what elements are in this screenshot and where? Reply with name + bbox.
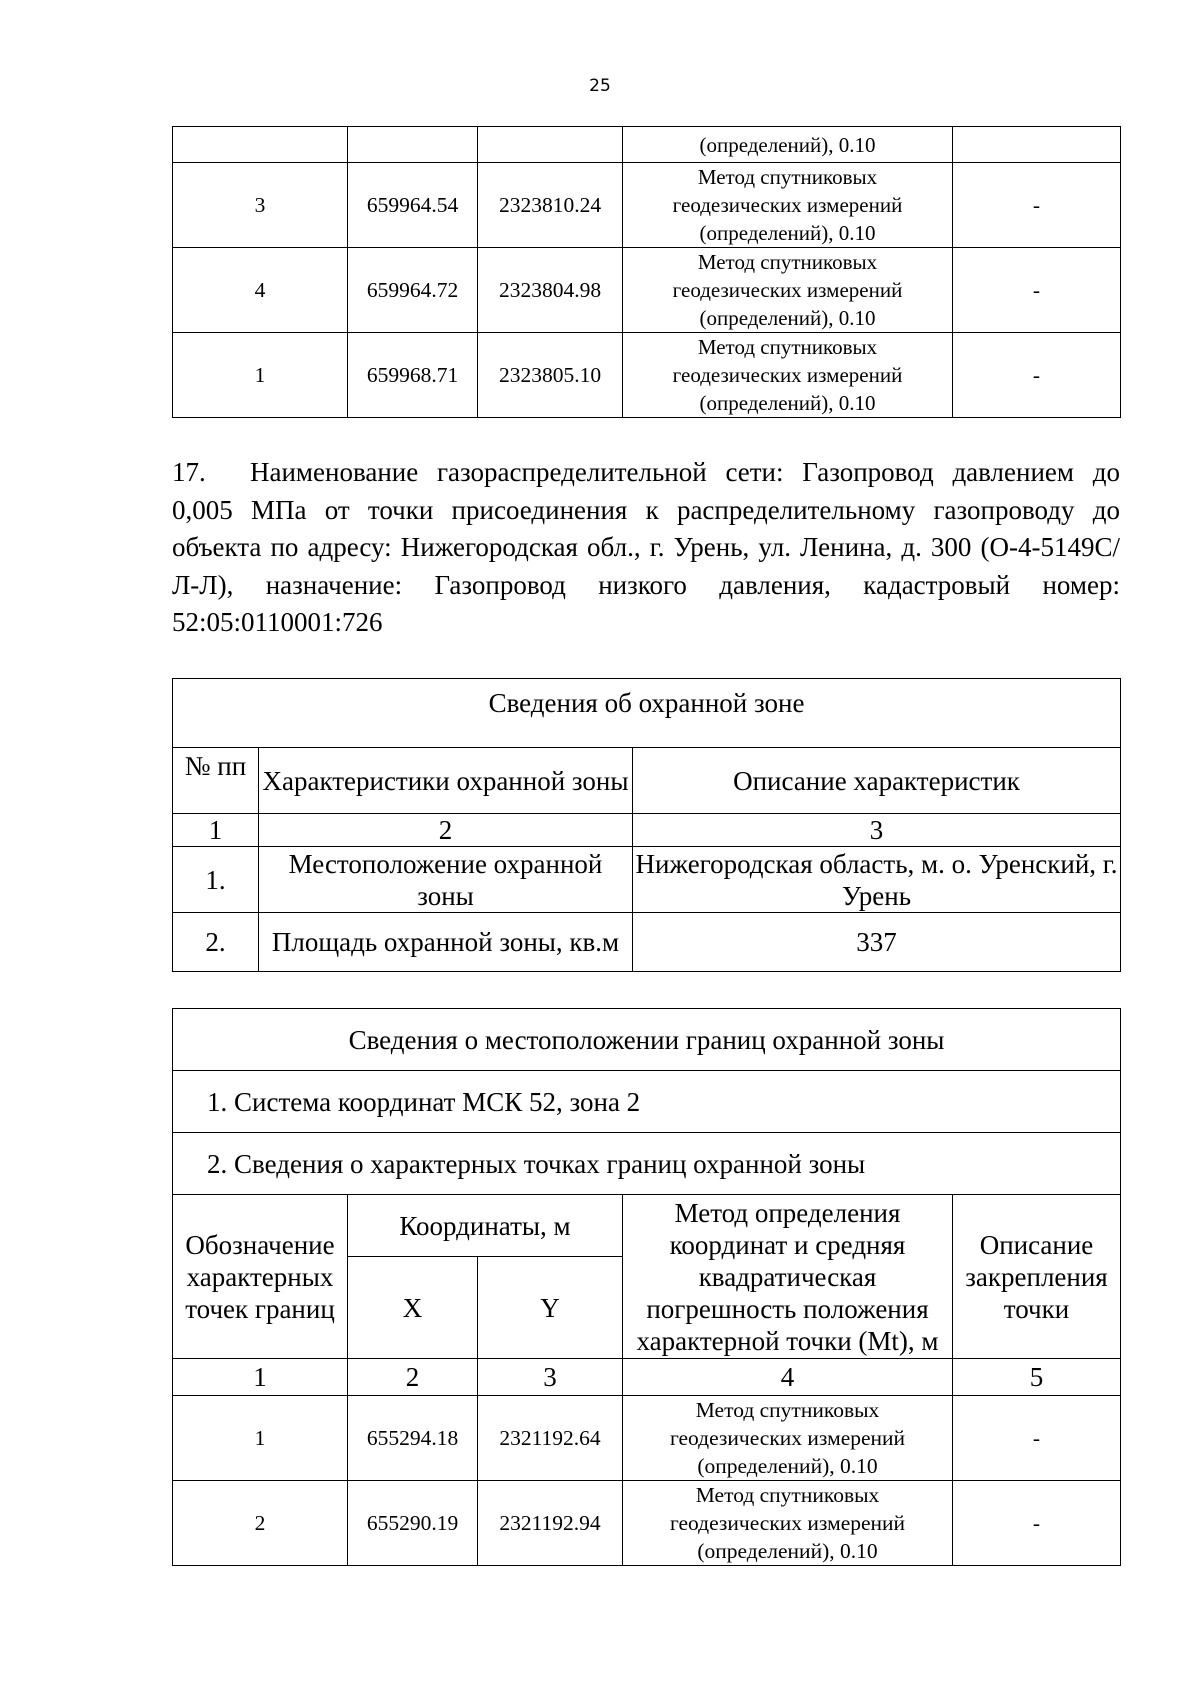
column-number: 1 (173, 814, 259, 847)
column-number: 2 (259, 814, 633, 847)
point-description: - (953, 163, 1121, 248)
protection-zone-table (172, 678, 1121, 972)
point-description: - (953, 1481, 1121, 1566)
point-number: 3 (173, 163, 348, 248)
column-number: 5 (953, 1359, 1121, 1396)
method-cell: Метод спутниковых геодезических измерений (определений), 0.10 (623, 1396, 953, 1481)
point-description: - (953, 248, 1121, 333)
section-paragraph (172, 454, 1120, 642)
coord-x: 659964.72 (348, 248, 478, 333)
header-row (173, 1195, 1121, 1257)
table-row (173, 248, 1121, 333)
coord-y: 2323805.10 (478, 333, 623, 418)
coord-y: 2323804.98 (478, 248, 623, 333)
characteristic-value: Нижегородская область, м. о. Уренский, г. Урень (633, 847, 1121, 913)
point-description: - (953, 333, 1121, 418)
column-header: Обозначение характерных точек границ (173, 1195, 348, 1359)
point-number: 4 (173, 248, 348, 333)
table-title: Сведения о местоположении границ охранной зоны (173, 1009, 1121, 1071)
points-section-title: 2. Сведения о характерных точках границ охранной зоны (173, 1133, 1121, 1195)
table-row (173, 333, 1121, 418)
coord-y: 2321192.64 (478, 1396, 623, 1481)
method-cell: (определений), 0.10 (623, 127, 953, 163)
coord-y: 2321192.94 (478, 1481, 623, 1566)
coord-x: 659964.54 (348, 163, 478, 248)
column-number: 2 (348, 1359, 478, 1396)
point-number: 2 (173, 1481, 348, 1566)
point-number: 1 (173, 333, 348, 418)
point-description: - (953, 1396, 1121, 1481)
table-row (173, 847, 1121, 913)
column-number: 3 (633, 814, 1121, 847)
characteristic-name: Местоположение охранной зоны (259, 847, 633, 913)
column-header: № пп (173, 748, 259, 814)
coord-x: 659968.71 (348, 333, 478, 418)
column-header: Координаты, м (348, 1195, 623, 1257)
coord-x: 655290.19 (348, 1481, 478, 1566)
table-row (173, 163, 1121, 248)
column-number: 1 (173, 1359, 348, 1396)
table-row (173, 1481, 1121, 1566)
table-row (173, 1396, 1121, 1481)
column-header: Характеристики охранной зоны (259, 748, 633, 814)
column-number-row (173, 1359, 1121, 1396)
page-number: 25 (589, 76, 611, 96)
table-row (173, 127, 1121, 163)
coord-y: 2323810.24 (478, 163, 623, 248)
column-header: Y (478, 1257, 623, 1359)
column-header: Описание характеристик (633, 748, 1121, 814)
column-number: 3 (478, 1359, 623, 1396)
paragraph-text: Наименование газораспределительной сети: Газопровод давлением до 0,005 МПа от точки присоединения к распределительному газопроводу до объекта по адресу: Нижегородская обл., г. Урень, ул. Ленина, д. 300 (О-4-5149С/Л-Л), назначение: Газопровод низкого давления, кадастровый номер: 52:05:0110001:726 (172, 457, 1120, 637)
row-number: 2. (173, 913, 259, 972)
characteristic-name: Площадь охранной зоны, кв.м (259, 913, 633, 972)
column-header: X (348, 1257, 478, 1359)
header-row (173, 748, 1121, 814)
method-cell: Метод спутниковых геодезических измерений (определений), 0.10 (623, 163, 953, 248)
column-header: Описание закрепления точки (953, 1195, 1121, 1359)
characteristic-value: 337 (633, 913, 1121, 972)
coord-x: 655294.18 (348, 1396, 478, 1481)
coordinates-table-continued (172, 126, 1121, 418)
column-number: 4 (623, 1359, 953, 1396)
table-row (173, 913, 1121, 972)
method-cell: Метод спутниковых геодезических измерений (определений), 0.10 (623, 1481, 953, 1566)
method-cell: Метод спутниковых геодезических измерений (определений), 0.10 (623, 248, 953, 333)
column-header: Метод определения координат и средняя квадратическая погрешность положения характерной точки (Mt), м (623, 1195, 953, 1359)
column-number-row (173, 814, 1121, 847)
row-number: 1. (173, 847, 259, 913)
method-cell: Метод спутниковых геодезических измерений (определений), 0.10 (623, 333, 953, 418)
point-number: 1 (173, 1396, 348, 1481)
zone-borders-table (172, 1008, 1121, 1566)
table-title: Сведения об охранной зоне (173, 679, 1121, 748)
coordinate-system: 1. Система координат МСК 52, зона 2 (173, 1071, 1121, 1133)
paragraph-number: 17. (172, 457, 206, 487)
